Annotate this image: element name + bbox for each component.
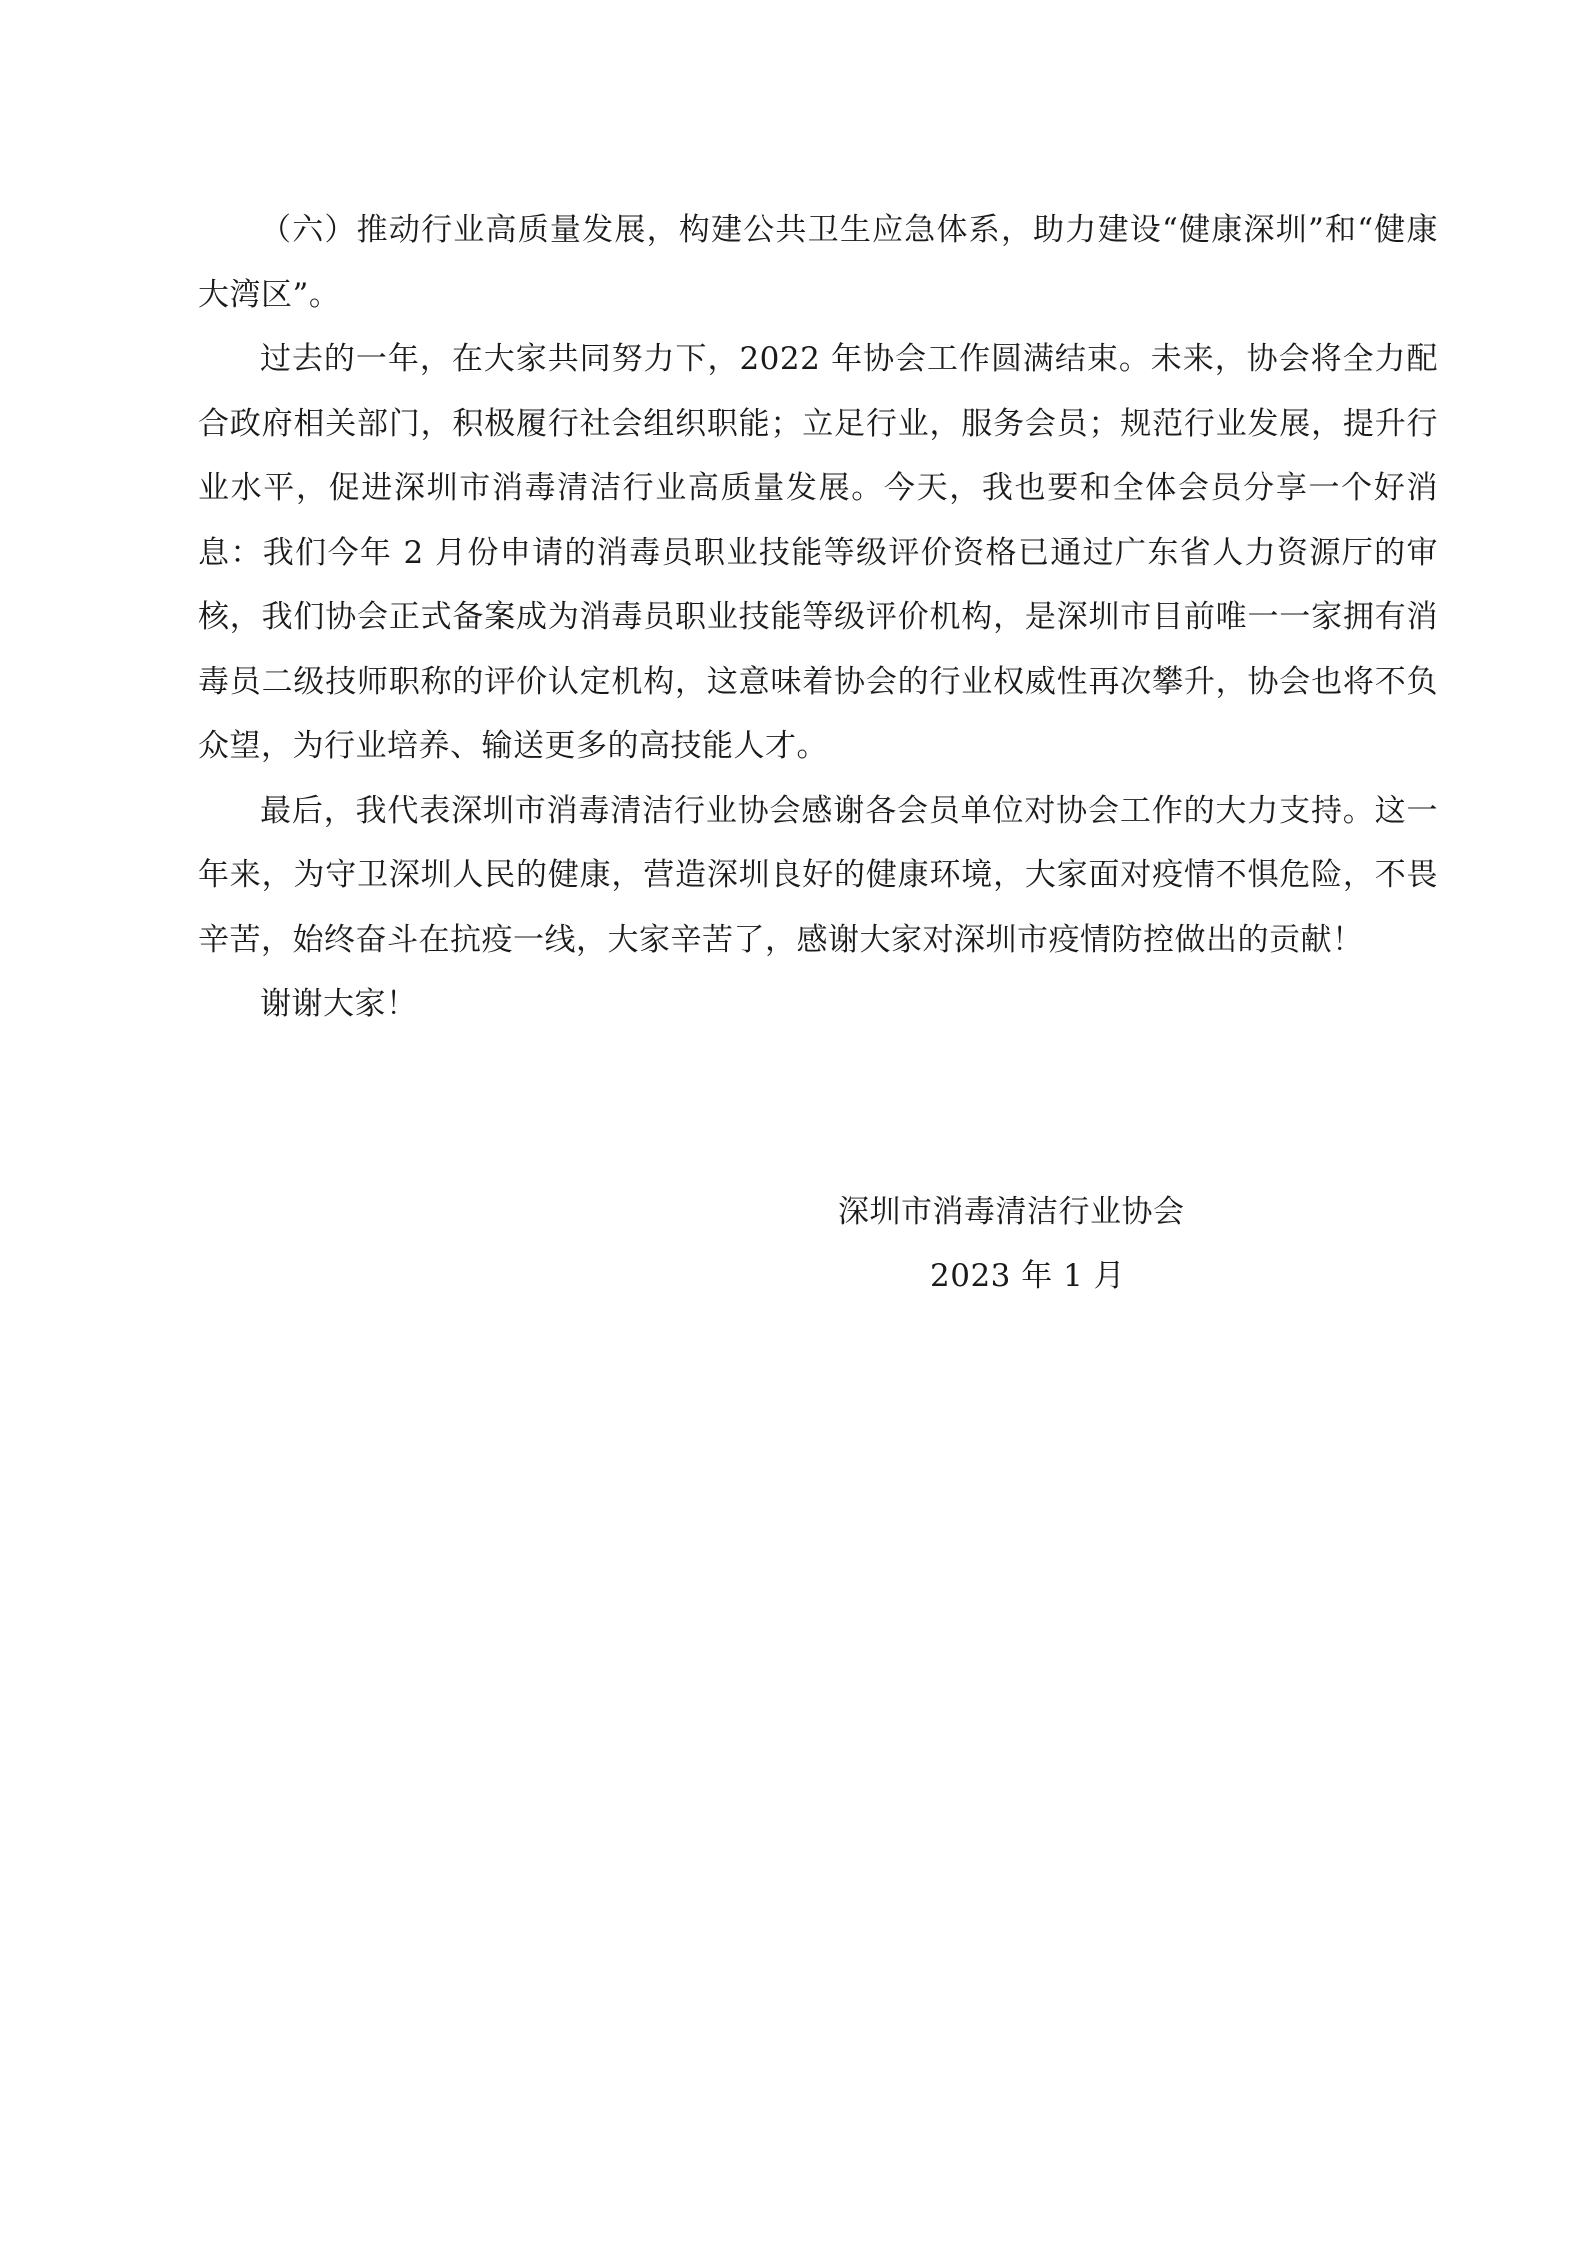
paragraph-section-six: （六）推动行业高质量发展，构建公共卫生应急体系，助力建设“健康深圳”和“健康大湾区”。 [198, 212, 1438, 313]
paragraph-closing: 谢谢大家！ [260, 986, 418, 1022]
document-body [198, 198, 1438, 1037]
signature-block [0, 1180, 1587, 1320]
signature-date: 2023 年 1 月 [930, 1258, 1126, 1294]
paragraph-thanks: 最后，我代表深圳市消毒清洁行业协会感谢各会员单位对协会工作的大力支持。这一年来，为守卫深圳人民的健康，营造深圳良好的健康环境，大家面对疫情不惧危险，不畏辛苦，始终奋斗在抗疫一线，大家辛苦了，感谢大家对深圳市疫情防控做出的贡献！ [198, 792, 1438, 958]
paragraph-year-review: 过去的一年，在大家共同努力下，2022 年协会工作圆满结束。未来，协会将全力配合政府相关部门，积极履行社会组织职能；立足行业，服务会员；规范行业发展，提升行业水平，促进深圳市消毒清洁行业高质量发展。今天，我也要和全体会员分享一个好消息：我们今年 2 月份申请的消毒员职业技能等级评价资格已通过广东省人力资源厅的审核，我们协会正式备案成为消毒员职业技能等级评价机构，是深圳市目前唯一一家拥有消毒员二级技师职称的评价认定机构，这意味着协会的行业权威性再次攀升，协会也将不负众望，为行业培养、输送更多的高技能人才。 [198, 341, 1438, 764]
signature-organization: 深圳市消毒清洁行业协会 [838, 1194, 1185, 1230]
